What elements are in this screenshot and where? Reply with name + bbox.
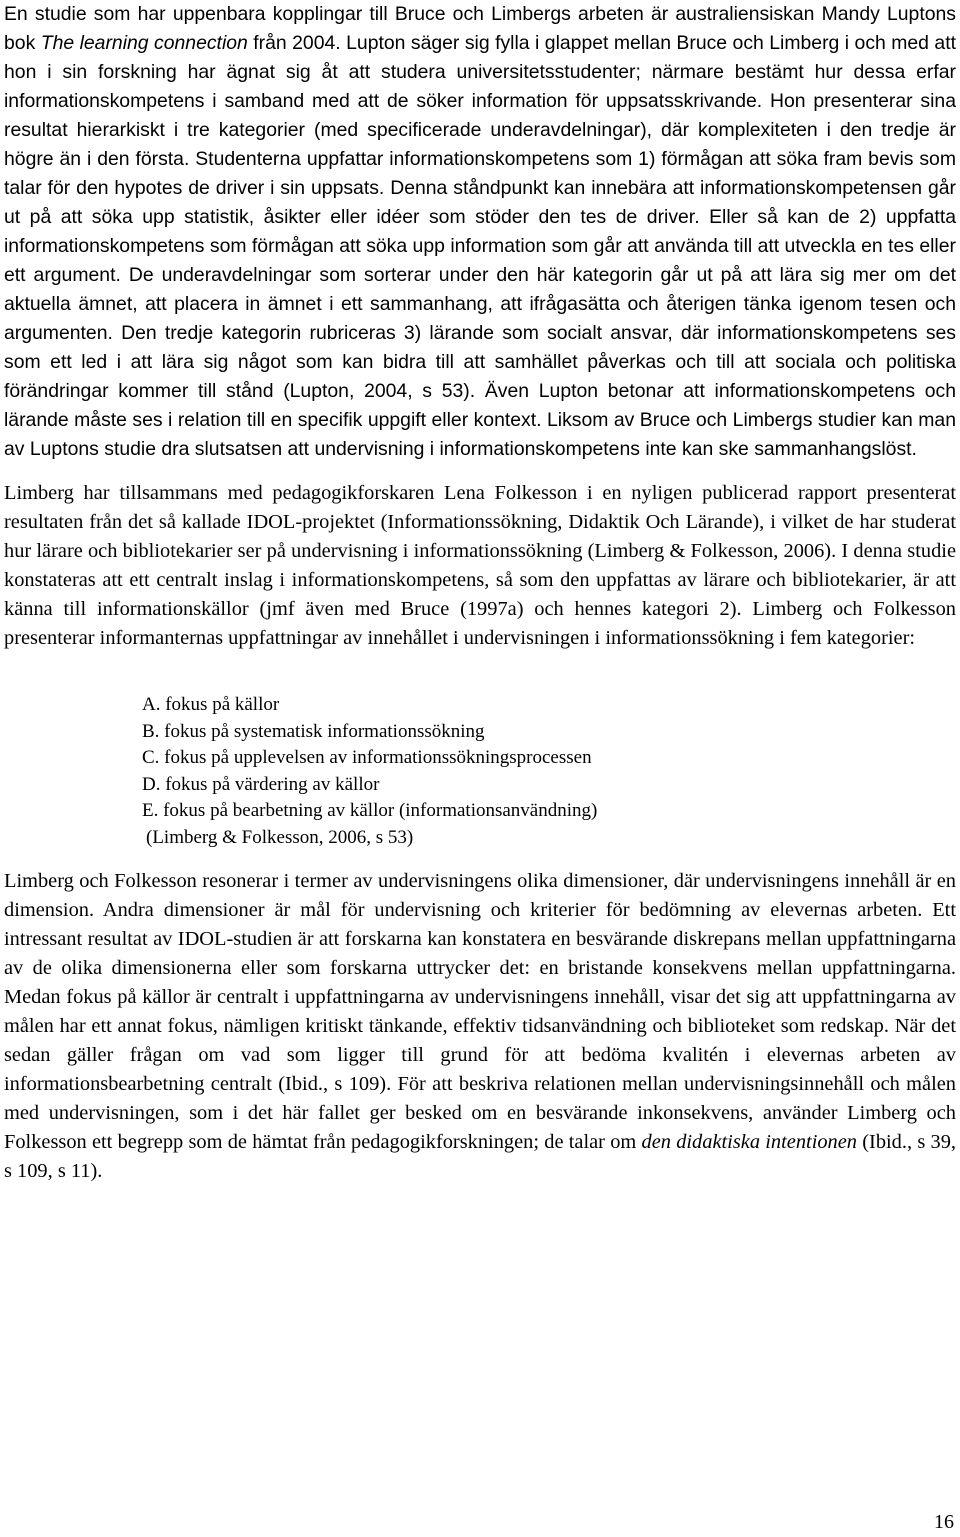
category-item: E. fokus på bearbetning av källor (informationsanvändning) [142,800,598,821]
paragraph-lupton: En studie som har uppenbara kopplingar till Bruce och Limbergs arbeten är australiensiskan Mandy Luptons bok The learning connection från 2004. Lupton säger sig fylla i glappet mellan Bruce och Limberg i och med att hon i sin forskning har ägnat sig åt att studera universitetsstudenter; närmare bestämt hur dessa erfar informationskompetens i samband med att de söker information för uppsatsskrivande. Hon presenterar sina resultat hierarkiskt i tre kategorier (med specificerade underavdelningar), där komplexiteten i den tredje är högre än i den första. Studenterna uppfattar informationskompetens som 1) förmågan att söka fram bevis som talar för den hypotes de driver i sin uppsats. Denna ståndpunkt kan innebära att informationskompetensen går ut på att söka upp statistik, åsikter eller idéer som stöder den tes de driver. Eller så kan de 2) uppfatta informationskompetens som förmågan att söka upp information som går att använda till att utveckla en tes eller ett argument. De underavdelningar som sorterar under den här kategorin går ut på att lära sig mer om det aktuella ämnet, att placera in ämnet i ett sammanhang, att ifrågasätta och återigen tänka igenom tesen och argumenten. Den tredje kategorin rubriceras 3) lärande som socialt ansvar, där informationskompetens ses som ett led i att lära sig något som kan bidra till att samhället påverkas och till att sociala och politiska förändringar kommer till stånd (Lupton, 2004, s 53). Även Lupton betonar att informationskompetens och lärande måste ses i relation till en specifik uppgift eller kontext. Liksom av Bruce och Limbergs studier kan man av Luptons studie dra slutsatsen att undervisning i informationskompetens inte kan ske sammanhangslöst. [4,3,956,460]
book-title: The learning connection [40,32,248,54]
paragraph-idol: Limberg har tillsammans med pedagogikforskaren Lena Folkesson i en nyligen publicerad rapport presenterat resultaten från det så kallade IDOL-projektet (Informationssökning, Didaktik Och Lärande), i vilket de har studerat hur lärare och bibliotekarier ser på undervisning i informationssökning (Limberg & Folkesson, 2006). I denna studie konstateras att ett centralt inslag i informationskompetens, så som den uppfattas av lärare och bibliotekarier, är att känna till informationskällor (jmf även med Bruce (1997a) och hennes kategori 2). Limberg och Folkesson presenterar informanternas uppfattningar av innehållet i undervisningen i informationssökning i fem kategorier: [4,482,956,649]
category-list [142,692,956,851]
category-item: B. fokus på systematisk informationssökning [142,720,485,742]
category-citation: (Limberg & Folkesson, 2006, s 53) [146,826,414,848]
category-item: C. fokus på upplevelsen av informationssökningsprocessen [142,747,592,768]
document-page [4,0,956,1186]
page-number: 16 [934,1511,954,1533]
category-item: A. fokus på källor [142,694,280,715]
paragraph-dimensions: Limberg och Folkesson resonerar i termer av undervisningens olika dimensioner, där undervisningens innehåll är en dimension. Andra dimensioner är mål för undervisning och kriterier för bedömning av elevernas arbeten. Ett intressant resultat av IDOL-studien är att forskarna kan konstatera en besvärande diskrepans mellan uppfattningarna av de olika dimensionerna eller som forskarna uttrycker det: en bristande konsekvens mellan uppfattningarna. Medan fokus på källor är centralt i uppfattningarna av undervisningens innehåll, visar det sig att uppfattningarna av målen har ett annat fokus, nämligen kritiskt tänkande, effektiv tidsanvändning och biblioteket som redskap. När det sedan gäller frågan om vad som ligger till grund för att bedöma kvalitén i elevernas arbeten av informationsbearbetning centralt (Ibid., s 109). För att beskriva relationen mellan undervisningsinnehåll och målen med undervisningen, som i det här fallet ger besked om en besvärande inkonsekvens, använder Limberg och Folkesson ett begrepp som de hämtat från pedagogikforskningen; de talar om den didaktiska intentionen (Ibid., s 39, s 109, s 11). [4,870,956,1182]
term-didaktiska-intentionen: den didaktiska intentionen [641,1131,857,1153]
category-item: D. fokus på värdering av källor [142,773,380,795]
